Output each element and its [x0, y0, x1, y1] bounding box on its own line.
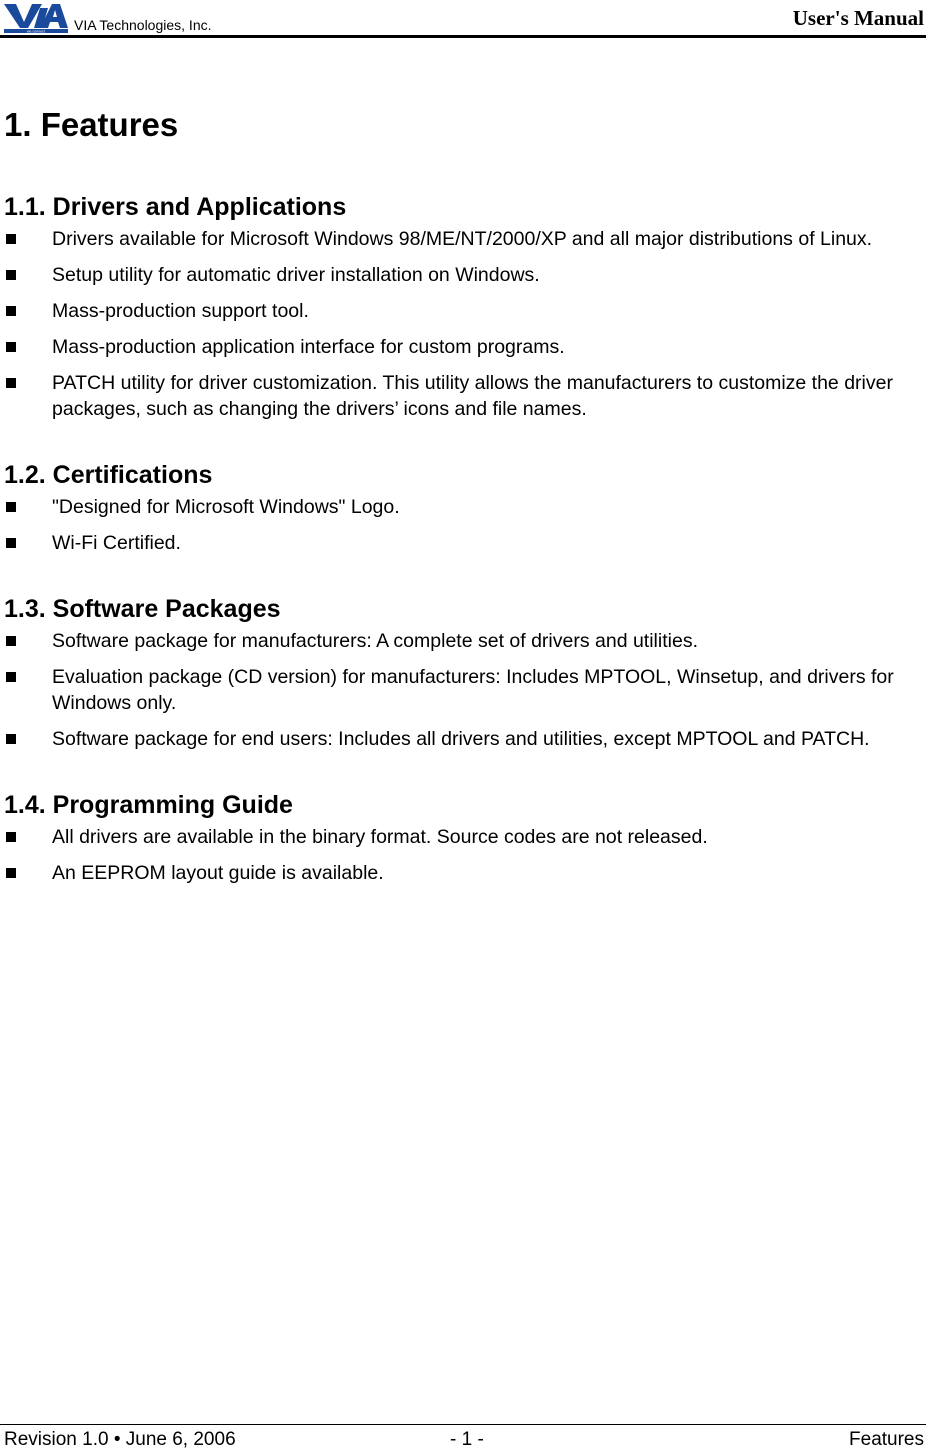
bullet-list	[4, 628, 922, 752]
square-bullet-icon	[6, 306, 16, 316]
logo-tagline: we connect	[26, 29, 46, 34]
footer-revision: Revision 1.0 • June 6, 2006	[4, 1429, 236, 1450]
square-bullet-icon	[6, 342, 16, 352]
header-divider	[0, 35, 926, 38]
square-bullet-icon	[6, 832, 16, 842]
manual-title: User's Manual	[792, 6, 924, 30]
footer-page-number: - 1 -	[450, 1429, 484, 1450]
square-bullet-icon	[6, 538, 16, 548]
footer-divider	[0, 1424, 926, 1425]
section-heading: 1.2. Certifications	[4, 461, 213, 489]
list-item: Mass-production application interface for custom programs.	[4, 334, 922, 360]
bullet-list	[4, 824, 922, 886]
section-certifications	[4, 460, 922, 556]
page-title: 1. Features	[4, 106, 179, 143]
bullet-list	[4, 226, 922, 422]
via-logo	[2, 2, 70, 34]
bullet-list	[4, 494, 922, 556]
page-header	[0, 0, 926, 40]
list-item: Software package for end users: Includes all drivers and utilities, except MPTOOL and PATCH.	[4, 726, 922, 752]
section-drivers-applications	[4, 192, 922, 422]
section-heading: 1.1. Drivers and Applications	[4, 193, 347, 221]
list-item: Software package for manufacturers: A complete set of drivers and utilities.	[4, 628, 922, 654]
square-bullet-icon	[6, 502, 16, 512]
page-content	[4, 100, 922, 896]
list-item: Mass-production support tool.	[4, 298, 922, 324]
section-software-packages	[4, 594, 922, 752]
list-item: Setup utility for automatic driver installation on Windows.	[4, 262, 922, 288]
list-item: "Designed for Microsoft Windows" Logo.	[4, 494, 922, 520]
list-item: Evaluation package (CD version) for manufacturers: Includes MPTOOL, Winsetup, and drivers for Windows only.	[4, 664, 922, 716]
square-bullet-icon	[6, 270, 16, 280]
section-heading: 1.3. Software Packages	[4, 595, 281, 623]
list-item: Drivers available for Microsoft Windows 98/ME/NT/2000/XP and all major distributions of Linux.	[4, 226, 922, 252]
square-bullet-icon	[6, 868, 16, 878]
square-bullet-icon	[6, 234, 16, 244]
square-bullet-icon	[6, 378, 16, 388]
list-item: PATCH utility for driver customization. This utility allows the manufacturers to customize the driver packages, such as changing the drivers’ icons and file names.	[4, 370, 922, 422]
section-heading: 1.4. Programming Guide	[4, 791, 293, 819]
square-bullet-icon	[6, 672, 16, 682]
company-name: VIA Technologies, Inc.	[74, 17, 212, 33]
list-item: Wi-Fi Certified.	[4, 530, 922, 556]
list-item: All drivers are available in the binary format. Source codes are not released.	[4, 824, 922, 850]
square-bullet-icon	[6, 636, 16, 646]
square-bullet-icon	[6, 734, 16, 744]
page-footer	[0, 1424, 926, 1450]
list-item: An EEPROM layout guide is available.	[4, 860, 922, 886]
section-programming-guide	[4, 790, 922, 886]
footer-section: Features	[849, 1429, 924, 1450]
